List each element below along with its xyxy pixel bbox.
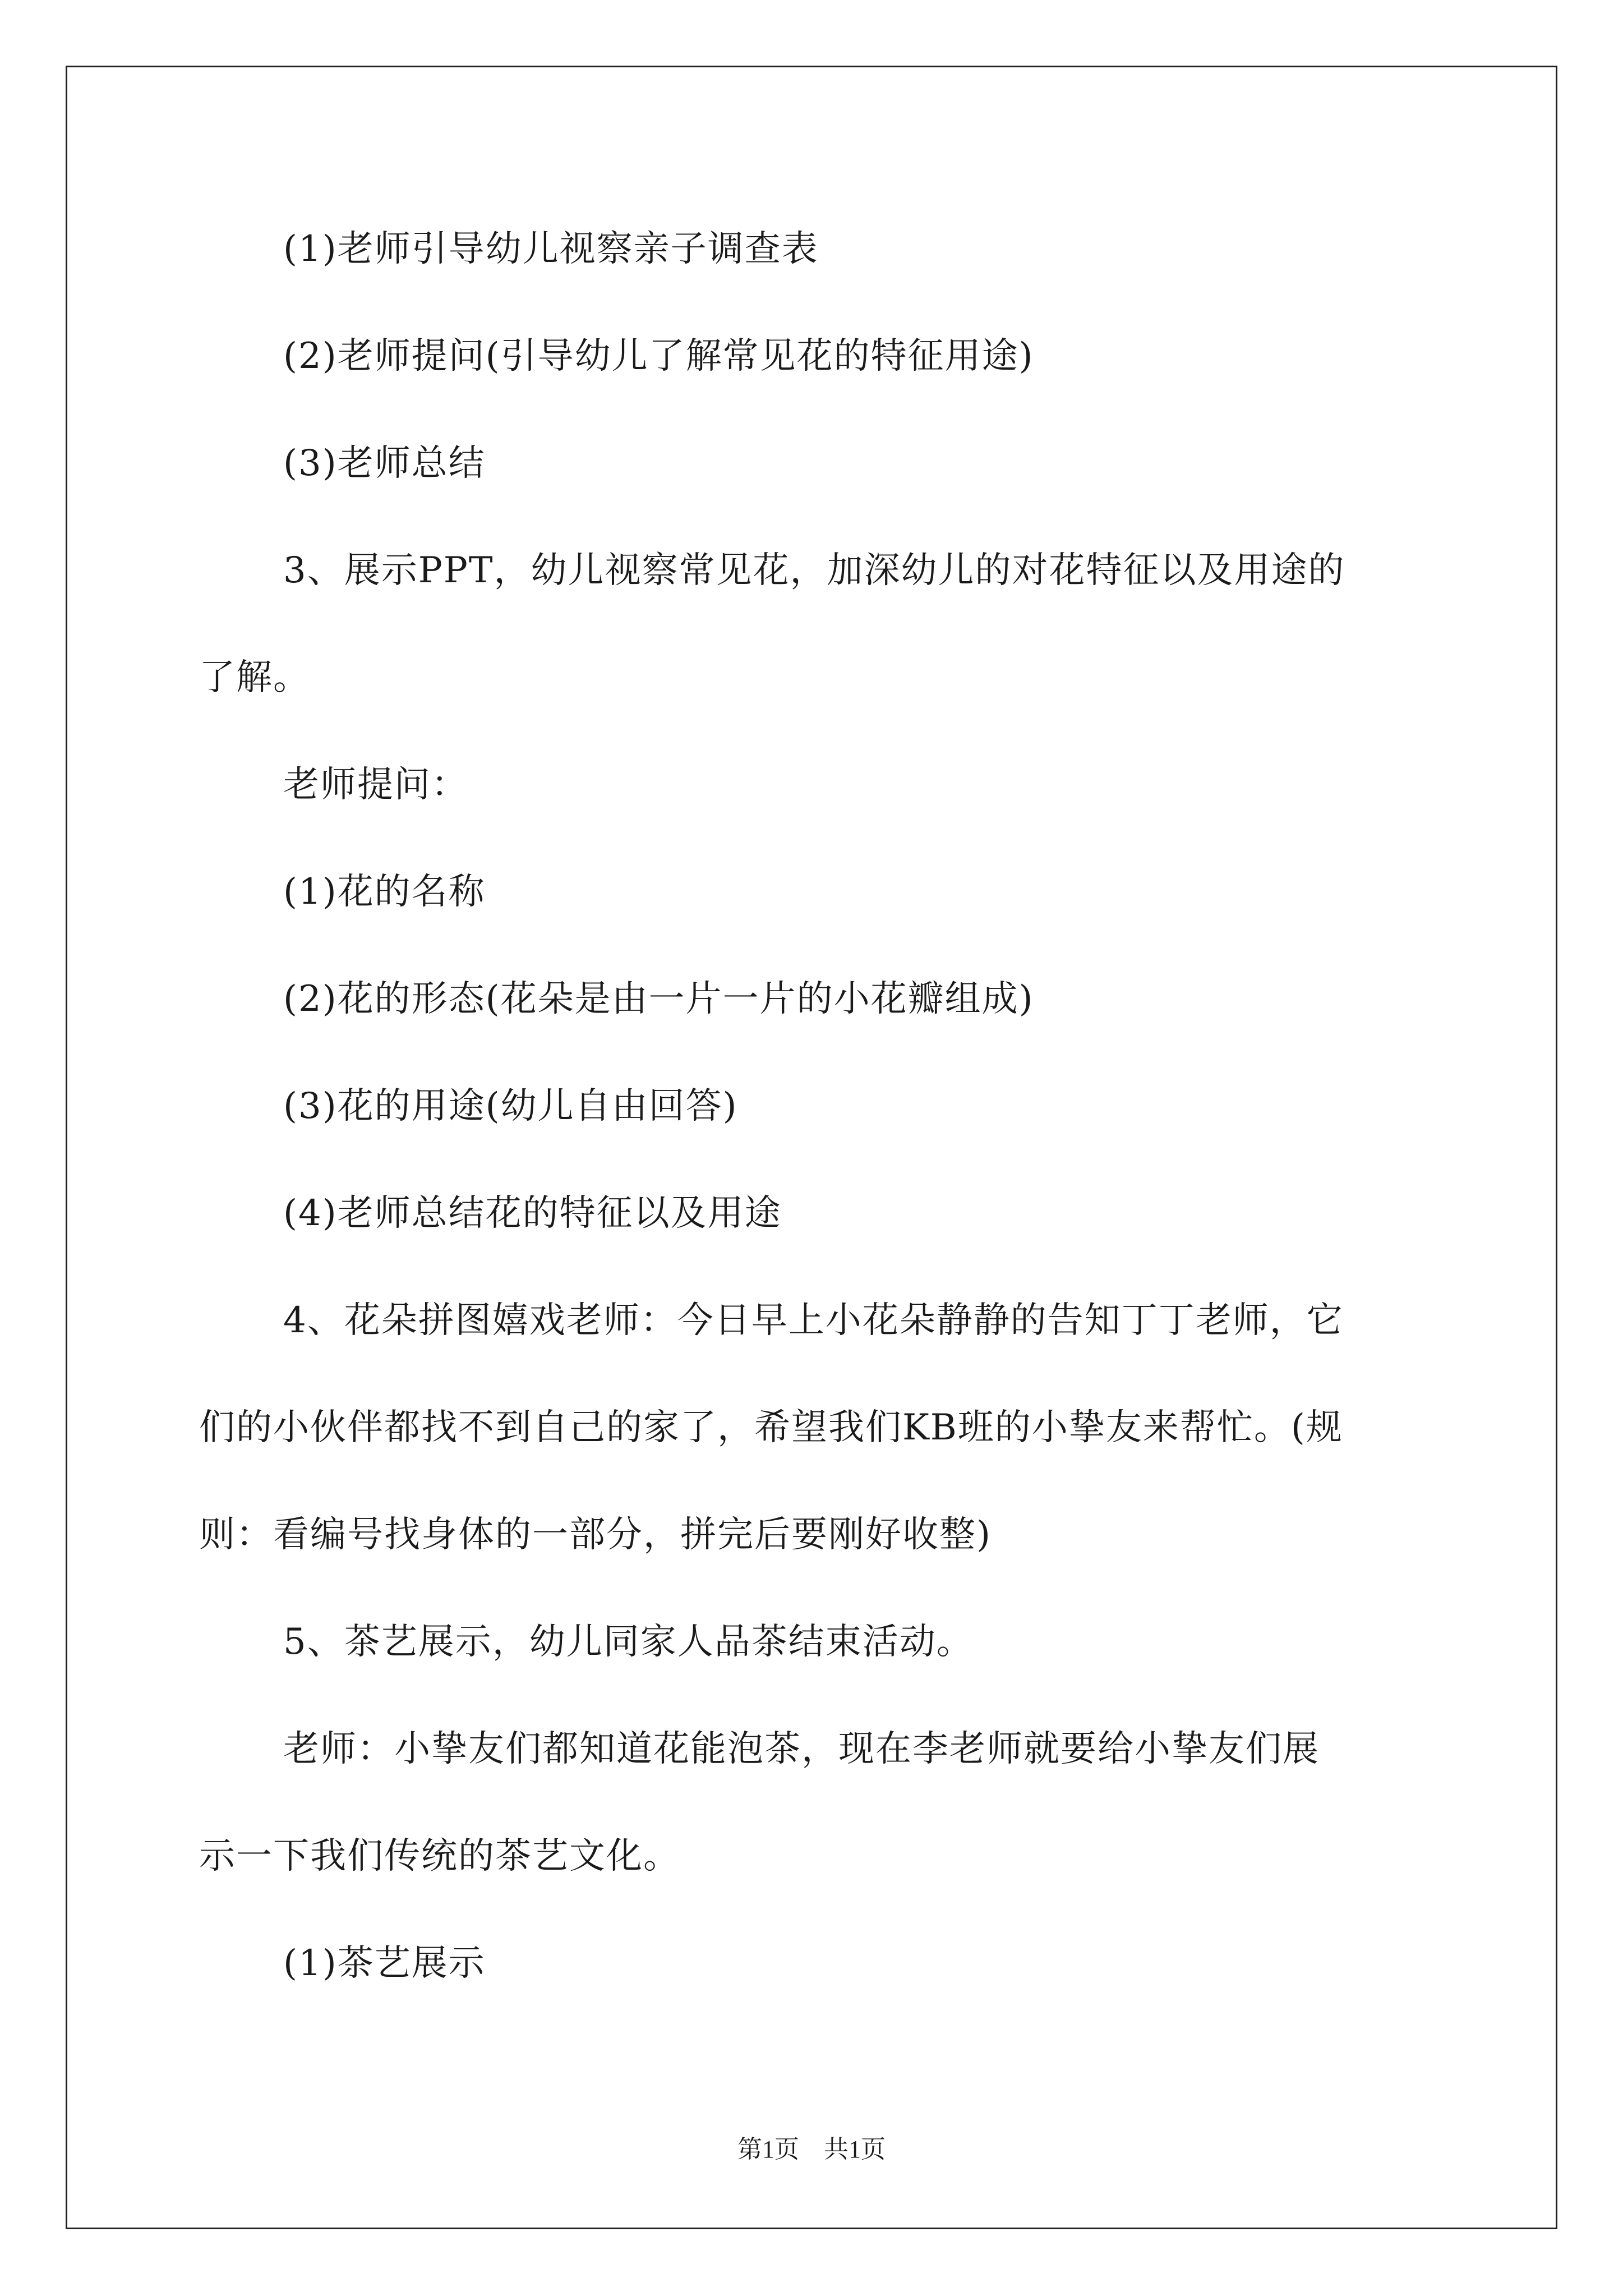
text-line: (2)老师提问(引导幼儿了解常见花的特征用途) <box>283 335 1034 377</box>
text-line: (1)老师引导幼儿视察亲子调查表 <box>283 228 819 270</box>
text-line: 则：看编号找身体的一部分，拼完后要刚好收整) <box>199 1514 992 1556</box>
text-line: 5、茶艺展示，幼儿同家人品茶结束活动。 <box>283 1621 974 1663</box>
text-line: (3)花的用途(幼儿自由回答) <box>283 1085 738 1127</box>
text-line: 3、展示PPT，幼儿视察常见花，加深幼儿的对花特征以及用途的 <box>283 550 1345 591</box>
text-line: (4)老师总结花的特征以及用途 <box>283 1193 782 1234</box>
text-line: 了解。 <box>199 657 310 698</box>
page-number-footer: 第1页 共1页 <box>737 2136 886 2163</box>
text-line: (1)茶艺展示 <box>283 1943 486 1984</box>
text-line: (3)老师总结 <box>283 443 486 484</box>
text-line: 老师提问： <box>283 764 468 806</box>
text-line: (1)花的名称 <box>283 871 486 913</box>
text-line: 老师：小挚友们都知道花能泡茶，现在李老师就要给小挚友们展 <box>283 1728 1320 1770</box>
page-border <box>66 66 1557 2229</box>
text-line: 4、花朵拼图嬉戏老师：今日早上小花朵静静的告知丁丁老师，它 <box>283 1300 1344 1341</box>
text-line: (2)花的形态(花朵是由一片一片的小花瓣组成) <box>283 978 1034 1020</box>
text-line: 示一下我们传统的茶艺文化。 <box>199 1835 680 1877</box>
text-line: 们的小伙伴都找不到自己的家了，希望我们KB班的小挚友来帮忙。(规 <box>199 1407 1343 1448</box>
